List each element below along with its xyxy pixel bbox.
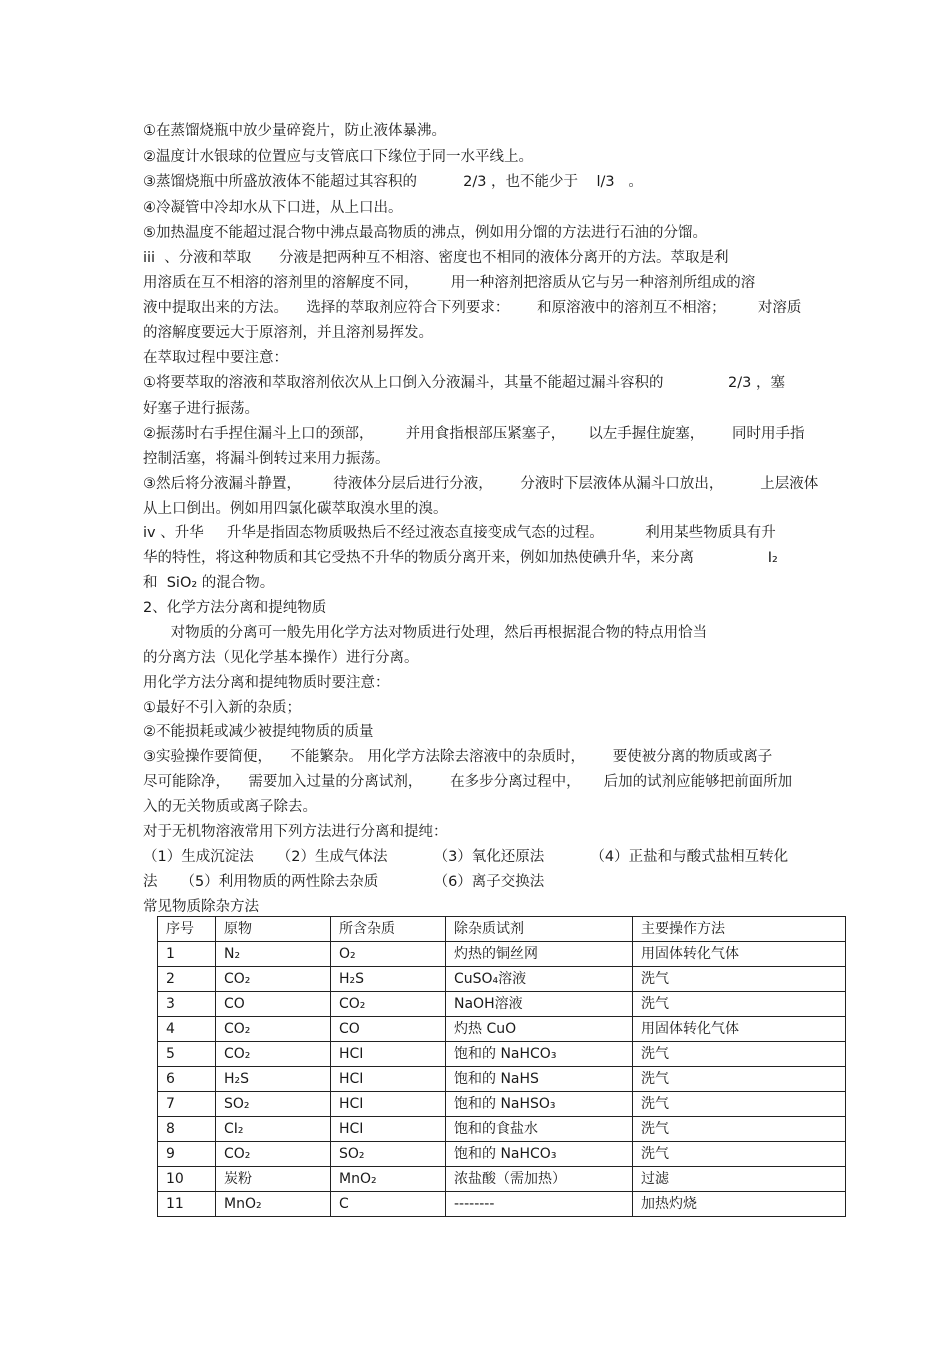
table-header-row xyxy=(158,917,846,942)
cell-index: 1 xyxy=(158,942,216,967)
cell-impurity: HCI xyxy=(331,1117,446,1142)
cell-index: 9 xyxy=(158,1142,216,1167)
cell-substance: CO₂ xyxy=(216,1042,331,1067)
cell-method: 加热灼烧 xyxy=(633,1192,846,1217)
text-line: 入的无关物质或离子除去。 xyxy=(143,799,317,815)
cell-reagent: 饱和的 NaHSO₃ xyxy=(446,1092,633,1117)
text-line: 在萃取过程中要注意： xyxy=(143,350,288,366)
text-line: 用溶质在互不相溶的溶剂里的溶解度不同， 用一种溶剂把溶质从它与另一种溶剂所组成的溶 xyxy=(143,275,756,291)
cell-index: 5 xyxy=(158,1042,216,1067)
cell-method: 用固体转化气体 xyxy=(633,942,846,967)
cell-method: 洗气 xyxy=(633,1117,846,1142)
text-line: 2、化学方法分离和提纯物质 xyxy=(143,600,327,616)
header-index: 序号 xyxy=(158,917,216,942)
cell-method: 洗气 xyxy=(633,1092,846,1117)
cell-impurity: MnO₂ xyxy=(331,1167,446,1192)
text-line: 法 （5）利用物质的两性除去杂质 （6）离子交换法 xyxy=(143,874,545,890)
text-line: iv 、升华 升华是指固态物质吸热后不经过液态直接变成气态的过程。 利用某些物质具有升 xyxy=(143,525,776,541)
text-line: 和 SiO₂ 的混合物。 xyxy=(143,575,275,591)
text-line: 常见物质除杂方法 xyxy=(143,899,259,915)
cell-substance: CI₂ xyxy=(216,1117,331,1142)
text-line: ④冷凝管中冷却水从下口进，从上口出。 xyxy=(143,200,403,216)
text-line: ③然后将分液漏斗静置， 待液体分层后进行分液， 分液时下层液体从漏斗口放出， 上层液体 xyxy=(143,476,819,492)
text-line: ③蒸馏烧瓶中所盛放液体不能超过其容积的 2/3 ，也不能少于 l/3 。 xyxy=(143,174,643,190)
text-line: ②不能损耗或减少被提纯物质的质量 xyxy=(143,724,374,740)
table-row xyxy=(158,992,846,1017)
cell-reagent: 灼热的铜丝网 xyxy=(446,942,633,967)
cell-impurity: CO₂ xyxy=(331,992,446,1017)
cell-index: 4 xyxy=(158,1017,216,1042)
cell-reagent: -------- xyxy=(446,1192,633,1217)
cell-substance: MnO₂ xyxy=(216,1192,331,1217)
text-line: 对物质的分离可一般先用化学方法对物质进行处理，然后再根据混合物的特点用恰当 xyxy=(143,625,708,641)
cell-reagent: 饱和的 NaHS xyxy=(446,1067,633,1092)
text-line: 华的特性，将这种物质和其它受热不升华的物质分离开来，例如加热使碘升华，来分离 I₂ xyxy=(143,550,778,566)
text-line: ②振荡时右手捏住漏斗上口的颈部， 并用食指根部压紧塞子， 以左手握住旋塞， 同时用手指 xyxy=(143,426,805,442)
text-line: 控制活塞，将漏斗倒转过来用力振荡。 xyxy=(143,451,390,467)
cell-index: 10 xyxy=(158,1167,216,1192)
cell-index: 11 xyxy=(158,1192,216,1217)
cell-impurity: CO xyxy=(331,1017,446,1042)
cell-reagent: 饱和的 NaHCO₃ xyxy=(446,1042,633,1067)
text-line: 用化学方法分离和提纯物质时要注意： xyxy=(143,675,390,691)
text-line: 尽可能除净， 需要加入过量的分离试剂， 在多步分离过程中， 后加的试剂应能够把前面所加 xyxy=(143,774,793,790)
table-row xyxy=(158,942,846,967)
text-line: 的分离方法（见化学基本操作）进行分离。 xyxy=(143,650,419,666)
cell-impurity: HCI xyxy=(331,1042,446,1067)
cell-method: 洗气 xyxy=(633,992,846,1017)
table-row xyxy=(158,1017,846,1042)
text-line: ③实验操作要简便， 不能繁杂。 用化学方法除去溶液中的杂质时， 要使被分离的物质或离子 xyxy=(143,749,773,765)
cell-substance: N₂ xyxy=(216,942,331,967)
text-line: 好塞子进行振荡。 xyxy=(143,401,259,417)
text-line: 液中提取出来的方法。 选择的萃取剂应符合下列要求： 和原溶液中的溶剂互不相溶； 对溶质 xyxy=(143,300,802,316)
table-row xyxy=(158,1042,846,1067)
text-line: 从上口倒出。例如用四氯化碳萃取溴水里的溴。 xyxy=(143,501,448,517)
table-row xyxy=(158,1092,846,1117)
cell-index: 2 xyxy=(158,967,216,992)
cell-index: 6 xyxy=(158,1067,216,1092)
cell-impurity: H₂S xyxy=(331,967,446,992)
text-line: ①在蒸馏烧瓶中放少量碎瓷片，防止液体暴沸。 xyxy=(143,123,446,139)
cell-index: 8 xyxy=(158,1117,216,1142)
cell-substance: CO₂ xyxy=(216,1017,331,1042)
cell-substance: CO₂ xyxy=(216,1142,331,1167)
text-line: ②温度计水银球的位置应与支管底口下缘位于同一水平线上。 xyxy=(143,149,533,165)
cell-substance: H₂S xyxy=(216,1067,331,1092)
cell-reagent: 饱和的食盐水 xyxy=(446,1117,633,1142)
header-method: 主要操作方法 xyxy=(633,917,846,942)
cell-reagent: 灼热 CuO xyxy=(446,1017,633,1042)
cell-method: 洗气 xyxy=(633,1042,846,1067)
cell-method: 洗气 xyxy=(633,967,846,992)
header-reagent: 除杂质试剂 xyxy=(446,917,633,942)
cell-impurity: C xyxy=(331,1192,446,1217)
header-impurity: 所含杂质 xyxy=(331,917,446,942)
text-line: ①将要萃取的溶液和萃取溶剂依次从上口倒入分液漏斗，其量不能超过漏斗容积的 2/3 ，塞 xyxy=(143,375,785,391)
cell-reagent: 饱和的 NaHCO₃ xyxy=(446,1142,633,1167)
cell-reagent: CuSO₄溶液 xyxy=(446,967,633,992)
cell-substance: SO₂ xyxy=(216,1092,331,1117)
text-line: iii 、分液和萃取 分液是把两种互不相溶、密度也不相同的液体分离开的方法。萃取是利 xyxy=(143,250,729,266)
cell-reagent: NaOH溶液 xyxy=(446,992,633,1017)
cell-method: 洗气 xyxy=(633,1142,846,1167)
table-row xyxy=(158,1067,846,1092)
cell-index: 7 xyxy=(158,1092,216,1117)
text-line: ⑤加热温度不能超过混合物中沸点最高物质的沸点，例如用分馏的方法进行石油的分馏。 xyxy=(143,225,707,241)
cell-method: 过滤 xyxy=(633,1167,846,1192)
cell-impurity: O₂ xyxy=(331,942,446,967)
cell-substance: CO₂ xyxy=(216,967,331,992)
cell-impurity: HCI xyxy=(331,1067,446,1092)
cell-method: 用固体转化气体 xyxy=(633,1017,846,1042)
table-row xyxy=(158,1192,846,1217)
cell-reagent: 浓盐酸（需加热） xyxy=(446,1167,633,1192)
table-row xyxy=(158,1167,846,1192)
text-line: 对于无机物溶液常用下列方法进行分离和提纯： xyxy=(143,824,448,840)
text-line: （1）生成沉淀法 （2）生成气体法 （3）氧化还原法 （4）正盐和与酸式盐相互转化 xyxy=(143,849,789,865)
text-line: ①最好不引入新的杂质； xyxy=(143,700,301,716)
cell-index: 3 xyxy=(158,992,216,1017)
impurity-removal-table xyxy=(157,916,846,1217)
table-row xyxy=(158,1117,846,1142)
cell-method: 洗气 xyxy=(633,1067,846,1092)
header-substance: 原物 xyxy=(216,917,331,942)
cell-impurity: HCI xyxy=(331,1092,446,1117)
cell-substance: CO xyxy=(216,992,331,1017)
table-row xyxy=(158,1142,846,1167)
cell-substance: 炭粉 xyxy=(216,1167,331,1192)
cell-impurity: SO₂ xyxy=(331,1142,446,1167)
table-row xyxy=(158,967,846,992)
text-line: 的溶解度要远大于原溶剂，并且溶剂易挥发。 xyxy=(143,325,433,341)
